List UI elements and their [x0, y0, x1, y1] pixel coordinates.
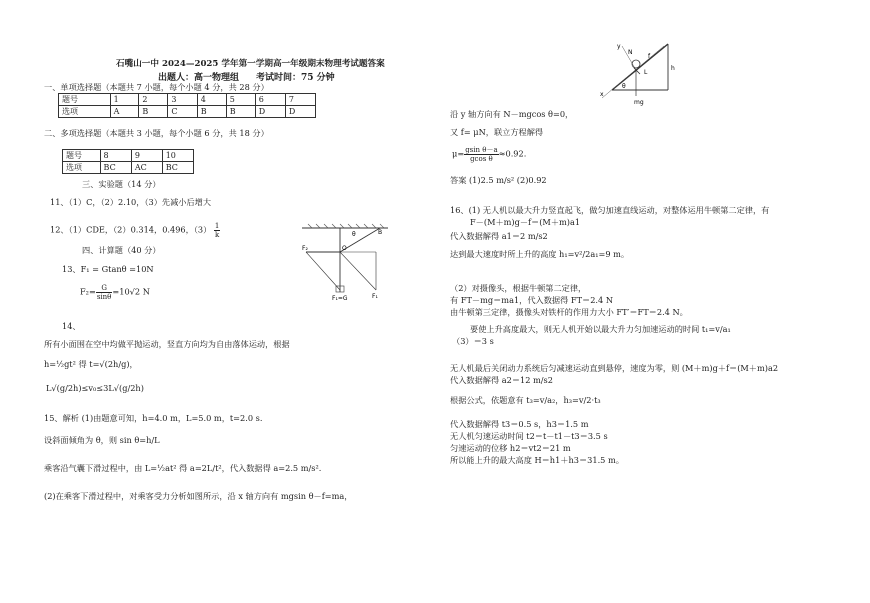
table-row: [59, 94, 316, 106]
q16-line16: 所以能上升的最大高度 H＝h1＋h3＝31.5 m。: [450, 455, 624, 465]
q16-line8: 要使上升高度最大，则无人机开始以最大升力匀加速运动的时间 t₁=v/a₁: [470, 324, 731, 334]
fraction-denominator: sinθ: [96, 293, 112, 301]
q16-line3: 代入数据解得 a1＝2 m/s2: [450, 231, 548, 241]
table-cell: BC: [162, 162, 193, 174]
diagram1-label-f1g: F₁=G: [332, 295, 348, 302]
table-cell: 3: [168, 94, 197, 106]
q16-line4: 达到最大速度时所上升的高度 h₁=v²/2a₁=9 m。: [450, 249, 630, 259]
q14-velocity-range: L√(g/2h)≤v₀≤3L√(g/2h): [46, 383, 144, 393]
q15-line4: (2)在乘客下滑过程中，对乘客受力分析如图所示，沿 x 轴方向有 mgsin θ－f=ma，: [44, 491, 353, 501]
q16-line6: 有 FT－mg＝ma1，代入数据得 FT＝2.4 N: [450, 295, 614, 305]
q16-line1: 16、(1) 无人机以最大升力竖直起飞，做匀加速直线运动，对整体运用牛顿第二定律，有: [450, 205, 770, 215]
table-cell: D: [285, 106, 315, 118]
q15-line1: 15、解析 (1)由题意可知，h=4.0 m，L=5.0 m，t=2.0 s.: [44, 413, 263, 423]
diagram1-label-theta: θ: [352, 231, 356, 238]
section4-heading: 四、计算题（40 分）: [82, 245, 161, 255]
diagram2-label-h: h: [671, 65, 675, 72]
q16-line2: F－(M＋m)g－f＝(M＋m)a1: [470, 217, 581, 227]
section3-heading: 三、实验题（14 分）: [82, 179, 161, 189]
table-cell: 6: [255, 94, 285, 106]
q13-f2-suffix: =10√2 N: [112, 286, 150, 297]
answer-q13-f1: 13、F₁ = Gtanθ =10N: [62, 264, 154, 274]
section1-answer-table: [58, 93, 316, 118]
q12-fraction: [214, 222, 220, 239]
diagram1-label-b: B: [378, 229, 383, 236]
table-row: [59, 106, 316, 118]
diagram2-label-y: y: [617, 43, 621, 50]
q16-line9: （3）＝3 s: [452, 336, 494, 346]
q14-text: 所有小面围在空中均做平抛运动，竖直方向均为自由落体运动，根据: [44, 339, 290, 349]
diagram2-label-theta: θ: [622, 83, 626, 90]
table-cell: 选项: [63, 162, 101, 174]
table-cell: BC: [100, 162, 131, 174]
answer-q13-f2: [80, 284, 150, 301]
fraction-numerator: G: [96, 284, 113, 293]
q14-label: 14、: [62, 321, 81, 331]
table-cell: 选项: [59, 106, 111, 118]
exam-time: 考试时间：75 分钟: [256, 73, 335, 83]
table-cell: C: [168, 106, 197, 118]
q16-line5: （2）对摄像头，根据牛顿第二定律，: [450, 283, 587, 293]
table-row: [63, 162, 194, 174]
q13-fraction: [96, 284, 113, 301]
force-diagram-q13: [300, 222, 390, 302]
table-cell: 1: [110, 94, 139, 106]
table-cell: 8: [100, 150, 131, 162]
diagram1-label-f2: F₂: [302, 245, 308, 252]
q16-line10: 无人机最后关闭动力系统后匀减速运动直到悬停，速度为零，则 (M＋m)g＋f＝(M＋m)a2: [450, 363, 779, 373]
table-cell: AC: [131, 162, 162, 174]
right-line-friction: 又 f= μN，联立方程解得: [450, 127, 544, 137]
table-cell: 10: [162, 150, 193, 162]
table-cell: 5: [226, 94, 255, 106]
table-cell: 9: [131, 150, 162, 162]
table-cell: 题号: [63, 150, 101, 162]
incline-diagram-q15: [598, 38, 678, 106]
q16-line14: 无人机匀速运动时间 t2＝t－t1－t3＝3.5 s: [450, 431, 608, 441]
diagram1-label-f1: F₁: [372, 293, 378, 300]
table-cell: 题号: [59, 94, 111, 106]
fraction-numerator: gsin θ－a: [465, 146, 498, 154]
answer-q12: [50, 222, 220, 239]
section1-heading: 一、单项选择题（本题共 7 小题，每个小题 4 分，共 28 分）: [44, 82, 269, 92]
table-cell: B: [139, 106, 168, 118]
diagram1-label-o: O: [342, 245, 347, 252]
table-cell: 7: [285, 94, 315, 106]
answer-q11: 11、（1）C，（2）2.10，（3）先减小后增大: [50, 197, 212, 207]
q16-line13: 代入数据解得 t3＝0.5 s，h3＝1.5 m: [450, 419, 589, 429]
q16-line15: 匀速运动的位移 h2＝vt2＝21 m: [450, 443, 571, 453]
q12-text: 12、（1）CDE，（2）0.314，0.496，（3）: [50, 224, 212, 235]
right-line-mu: [452, 146, 526, 163]
document-title: 石嘴山一中 2024—2025 学年第一学期高一年级期末物理考试题答案: [116, 59, 385, 69]
diagram2-label-mg: mg: [634, 99, 644, 106]
table-cell: B: [226, 106, 255, 118]
mu-prefix: μ=: [452, 148, 465, 159]
fraction-denominator: gcos θ: [470, 155, 493, 163]
table-cell: 4: [197, 94, 226, 106]
q13-f2-prefix: F₂=: [80, 286, 96, 297]
q16-line11: 代入数据解得 a2＝12 m/s2: [450, 375, 553, 385]
table-cell: D: [255, 106, 285, 118]
q16-line12: 根据公式，依题意有 t₃=v/a₂，h₃=v/2·t₃: [450, 395, 601, 405]
mu-fraction: [464, 146, 498, 163]
section2-answer-table: [62, 149, 194, 174]
q15-line3: 乘客沿气囊下滑过程中，由 L=½at² 得 a=2L/t²，代入数据得 a=2.5 m/s².: [44, 463, 322, 473]
right-line-y-axis: 沿 y 轴方向有 N－mgcos θ=0，: [450, 109, 574, 119]
fraction-denominator: k: [215, 231, 220, 239]
diagram2-label-x: x: [600, 91, 604, 98]
section2-heading: 二、多项选择题（本题共 3 小题，每个小题 6 分，共 18 分）: [44, 128, 269, 138]
author-line: 出题人：高一物理组: [158, 73, 240, 83]
q16-line7: 由牛顿第三定律，摄像头对铁杆的作用力大小 FT′＝FT＝2.4 N。: [450, 307, 688, 317]
table-cell: A: [110, 106, 139, 118]
fraction-numerator: 1: [214, 222, 220, 230]
diagram2-label-n: N: [628, 49, 633, 56]
diagram2-label-f: f: [648, 53, 651, 60]
table-cell: 2: [139, 94, 168, 106]
table-row: [63, 150, 194, 162]
q15-final-answer: 答案 (1)2.5 m/s² (2)0.92: [450, 175, 547, 185]
q14-time-equation: h=½gt² 得 t=√(2h/g)，: [44, 359, 138, 369]
q15-line2: 设斜面倾角为 θ，则 sin θ=h/L: [44, 435, 160, 445]
table-cell: B: [197, 106, 226, 118]
mu-value: ≈0.92.: [498, 148, 527, 159]
diagram2-label-l: L: [644, 69, 648, 76]
